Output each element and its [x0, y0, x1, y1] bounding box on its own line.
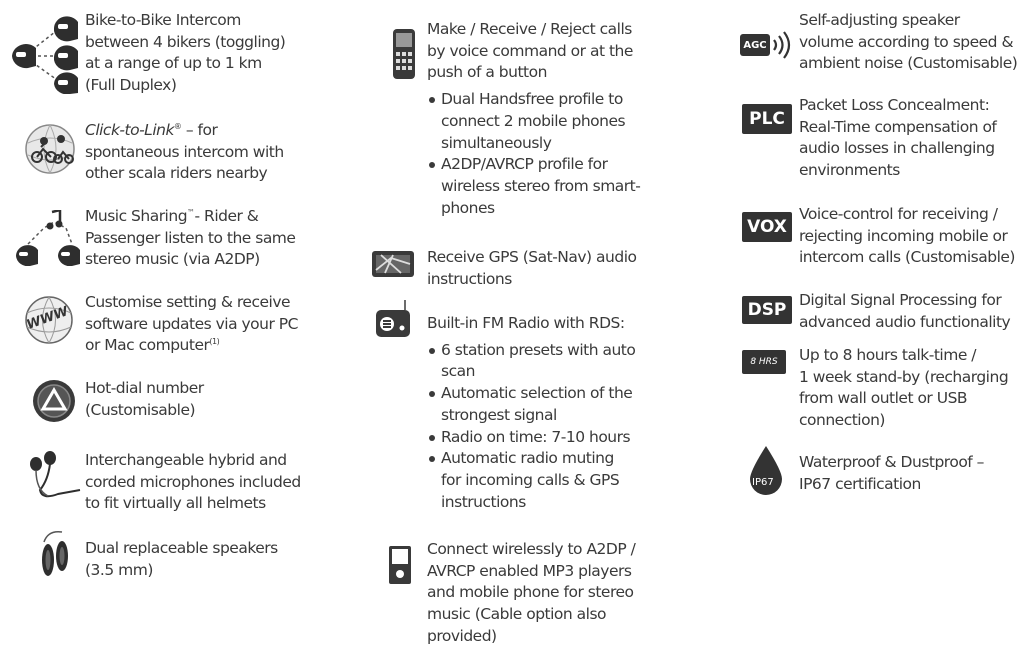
bullet-line: Dual Handsfree profile to: [441, 90, 623, 109]
mp3-player-icon: [388, 545, 412, 585]
battery-line: Up to 8 hours talk-time /: [799, 346, 977, 364]
ip67-line: IP67 certification: [799, 474, 921, 493]
microphones-line: Interchangeable hybrid and: [85, 451, 287, 469]
music-sharing-line: [85, 206, 295, 228]
music-sharing-line: Passenger listen to the same: [85, 228, 296, 247]
speakers-line: (3.5 mm): [85, 560, 153, 579]
bullet-line: 6 station presets with auto: [441, 340, 636, 359]
calls-line: push of a button: [427, 63, 547, 82]
bullet-line: A2DP/AVRCP profile for: [441, 155, 608, 174]
gps-satnav-icon: [371, 250, 415, 278]
vox-badge-icon: VOX: [742, 212, 792, 242]
hot-dial-line: Hot-dial number: [85, 379, 204, 397]
dsp-line: advanced audio functionality: [799, 312, 1011, 331]
music-sharing-term: Music Sharing: [85, 207, 188, 225]
registered-mark: ®: [173, 121, 182, 131]
dsp-badge-icon: DSP: [742, 296, 792, 324]
list-item: [427, 154, 640, 219]
battery-8hrs-icon: 8 HRS: [742, 350, 786, 374]
mp3-line: and mobile phone for stereo: [427, 583, 634, 602]
plc-line: environments: [799, 161, 900, 180]
plc-badge-icon: PLC: [742, 104, 792, 134]
plc-line: audio losses in challenging: [799, 139, 995, 158]
plc-line: Packet Loss Concealment:: [799, 96, 990, 114]
bullet-line: instructions: [441, 492, 526, 511]
agc-line: volume according to speed &: [799, 32, 1014, 51]
click-to-link-line: [85, 120, 284, 142]
bullet-line: Automatic selection of the: [441, 384, 633, 403]
mp3-line: provided): [427, 626, 497, 645]
calls-bullet-list: [427, 89, 640, 219]
music-sharing-line: stereo music (via A2DP): [85, 250, 260, 269]
click-to-link-line: other scala riders nearby: [85, 164, 268, 183]
vox-line: Voice-control for receiving /: [799, 205, 998, 223]
list-item: [427, 427, 635, 449]
ip67-label: IP67: [752, 477, 774, 488]
bullet-line: Radio on time: 7-10 hours: [441, 427, 631, 446]
list-item: [427, 448, 635, 513]
ip67-line: Waterproof & Dustproof –: [799, 453, 984, 471]
radio-bullet-list: [427, 340, 635, 514]
calls-line: by voice command or at the: [427, 41, 633, 60]
helmets-network-icon: [10, 12, 82, 94]
trademark: ™: [187, 207, 195, 217]
microphone-icon: [28, 450, 84, 502]
intercom-line: (Full Duplex): [85, 76, 177, 95]
mobile-phone-icon: [392, 28, 416, 80]
battery-line: connection): [799, 411, 885, 430]
www-label: WWW: [24, 304, 71, 333]
bullet-line: wireless stereo from smart-: [441, 176, 641, 195]
speakers-line: Dual replaceable speakers: [85, 539, 278, 557]
fm-radio-icon: [375, 298, 411, 338]
hot-dial-line: (Customisable): [85, 400, 196, 419]
hot-dial-button-icon: [32, 379, 76, 423]
bullet-line: scan: [441, 362, 475, 381]
bullet-line: strongest signal: [441, 405, 557, 424]
gps-line: instructions: [427, 269, 512, 288]
click-to-link-term: Click-to-Link: [85, 121, 174, 139]
agc-line: Self-adjusting speaker: [799, 11, 960, 29]
click-to-link-line: spontaneous intercom with: [85, 142, 284, 161]
bullet-line: for incoming calls & GPS: [441, 470, 620, 489]
vox-line: intercom calls (Customisable): [799, 248, 1015, 267]
software-updates-text: or Mac computer: [85, 336, 210, 355]
software-updates-line: Customise setting & receive: [85, 293, 291, 311]
mp3-line: Connect wirelessly to A2DP /: [427, 540, 636, 558]
bullet-line: simultaneously: [441, 133, 552, 152]
agc-volume-icon: [740, 30, 796, 60]
speakers-icon: [38, 528, 72, 580]
www-globe-icon: [24, 295, 74, 345]
gps-line: Receive GPS (Sat-Nav) audio: [427, 248, 637, 266]
music-sharing-icon: [14, 210, 86, 266]
intercom-line: Bike-to-Bike Intercom: [85, 11, 241, 29]
plc-line: Real-Time compensation of: [799, 117, 997, 136]
bullet-line: Automatic radio muting: [441, 449, 614, 468]
intercom-line: at a range of up to 1 km: [85, 54, 262, 73]
water-drop-icon: [746, 445, 786, 497]
riders-globe-icon: [22, 123, 78, 175]
click-to-link-rest: – for: [181, 121, 218, 139]
microphones-line: to fit virtually all helmets: [85, 494, 266, 513]
agc-line: ambient noise (Customisable): [799, 54, 1018, 73]
microphones-line: corded microphones included: [85, 472, 301, 491]
battery-line: 1 week stand-by (recharging: [799, 367, 1009, 386]
mp3-line: AVRCP enabled MP3 players: [427, 561, 632, 580]
battery-line: from wall outlet or USB: [799, 389, 968, 408]
music-sharing-rest: - Rider &: [194, 207, 259, 225]
vox-line: rejecting incoming mobile or: [799, 226, 1008, 245]
bullet-line: phones: [441, 198, 495, 217]
footnote-mark: (1): [209, 337, 220, 347]
list-item: [427, 340, 635, 383]
bullet-line: connect 2 mobile phones: [441, 111, 626, 130]
mp3-line: music (Cable option also: [427, 605, 607, 624]
list-item: [427, 383, 635, 426]
software-updates-line: software updates via your PC: [85, 314, 298, 333]
calls-line: Make / Receive / Reject calls: [427, 20, 632, 38]
dsp-line: Digital Signal Processing for: [799, 291, 1002, 309]
software-updates-line: [85, 335, 298, 357]
fm-radio-line: Built-in FM Radio with RDS:: [427, 314, 625, 332]
list-item: [427, 89, 640, 154]
intercom-line: between 4 bikers (toggling): [85, 32, 286, 51]
agc-badge: AGC: [740, 34, 770, 56]
